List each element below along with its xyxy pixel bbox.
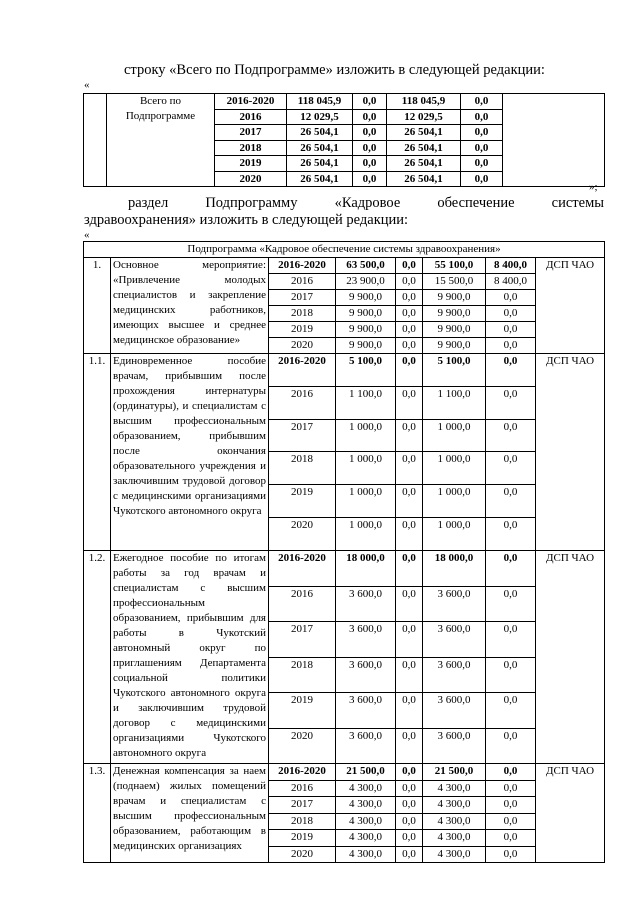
measure-year-cell: 2016 <box>269 274 336 290</box>
open-quote-1: « <box>84 79 90 91</box>
total-reg-cell: 26 504,1 <box>387 140 461 156</box>
measure-reg-cell: 1 100,0 <box>423 386 486 419</box>
measure-total-cell: 4 300,0 <box>336 830 396 847</box>
measure-fed-cell: 0,0 <box>396 274 423 290</box>
measure-total-cell: 4 300,0 <box>336 846 396 863</box>
total-total-cell: 26 504,1 <box>287 171 353 187</box>
measure-reg-cell: 15 500,0 <box>423 274 486 290</box>
measure-reg-cell: 3 600,0 <box>423 622 486 658</box>
measure-year-cell: 2019 <box>269 693 336 729</box>
measure-fed-cell: 0,0 <box>396 657 423 693</box>
total-fed-cell: 0,0 <box>353 94 387 110</box>
measure-year-cell: 2018 <box>269 452 336 485</box>
total-total-cell: 26 504,1 <box>287 156 353 172</box>
measure-total-cell: 1 000,0 <box>336 518 396 551</box>
open-quote-2: « <box>84 229 90 241</box>
measure-total-cell: 21 500,0 <box>336 764 396 781</box>
measure-fed-cell: 0,0 <box>396 518 423 551</box>
measure-year-cell: 2016-2020 <box>269 258 336 274</box>
measure-reg-cell: 3 600,0 <box>423 586 486 622</box>
measure-reg-cell: 3 600,0 <box>423 657 486 693</box>
measure-description <box>111 258 269 354</box>
measure-other-cell: 0,0 <box>486 306 536 322</box>
measure-description-text: Ежегодное пособие по итогам работы за год врачам и специалистам с высшим профессиональным образованием, прибывшим для работы в Чукотский автономный округ по приглашениям Департамента социальной политики Чукотского автономного округа и заключившим трудовой договор с медицинскими организациями Чукотского автономного округа <box>113 552 266 759</box>
total-reg-cell: 26 504,1 <box>387 171 461 187</box>
measure-fed-cell: 0,0 <box>396 813 423 830</box>
measure-fed-cell: 0,0 <box>396 306 423 322</box>
measure-fed-cell: 0,0 <box>396 338 423 354</box>
measure-reg-cell: 5 100,0 <box>423 354 486 387</box>
total-fed-cell: 0,0 <box>353 125 387 141</box>
section-word: Подпрограмму <box>205 195 298 211</box>
main-table <box>83 241 605 863</box>
intro-line: строку «Всего по Подпрограмме» изложить в следующей редакции: <box>124 62 545 78</box>
measure-other-cell: 0,0 <box>486 846 536 863</box>
measure-year-cell: 2019 <box>269 322 336 338</box>
measure-reg-cell: 9 900,0 <box>423 338 486 354</box>
measure-executor: ДСП ЧАО <box>536 551 605 764</box>
measure-fed-cell: 0,0 <box>396 586 423 622</box>
total-total-cell: 118 045,9 <box>287 94 353 110</box>
section-word: системы <box>551 195 604 211</box>
measure-other-cell: 0,0 <box>486 485 536 518</box>
measure-year-cell: 2017 <box>269 622 336 658</box>
measure-year-cell: 2016-2020 <box>269 354 336 387</box>
measure-total-cell: 18 000,0 <box>336 551 396 587</box>
measure-total-cell: 9 900,0 <box>336 306 396 322</box>
total-year-cell: 2016-2020 <box>215 94 287 110</box>
measure-total-cell: 1 000,0 <box>336 452 396 485</box>
total-year-cell: 2017 <box>215 125 287 141</box>
total-other-cell: 0,0 <box>461 140 503 156</box>
measure-fed-cell: 0,0 <box>396 551 423 587</box>
total-total-cell: 12 029,5 <box>287 109 353 125</box>
section-word: «Кадровое <box>334 195 401 211</box>
total-other-cell: 0,0 <box>461 125 503 141</box>
measure-total-cell: 23 900,0 <box>336 274 396 290</box>
measure-other-cell: 0,0 <box>486 586 536 622</box>
measure-reg-cell: 4 300,0 <box>423 780 486 797</box>
measure-other-cell: 0,0 <box>486 386 536 419</box>
measure-reg-cell: 9 900,0 <box>423 306 486 322</box>
total-other-cell: 0,0 <box>461 109 503 125</box>
measure-fed-cell: 0,0 <box>396 258 423 274</box>
measure-total-cell: 3 600,0 <box>336 693 396 729</box>
measure-year-cell: 2016 <box>269 780 336 797</box>
total-row <box>84 94 605 110</box>
measure-reg-cell: 1 000,0 <box>423 518 486 551</box>
measure-reg-cell: 4 300,0 <box>423 813 486 830</box>
measure-executor: ДСП ЧАО <box>536 764 605 863</box>
measure-year-cell: 2020 <box>269 728 336 764</box>
measure-other-cell: 0,0 <box>486 354 536 387</box>
total-fed-cell: 0,0 <box>353 156 387 172</box>
section-line1 <box>128 195 604 212</box>
measure-total-cell: 1 100,0 <box>336 386 396 419</box>
measure-other-cell: 0,0 <box>486 622 536 658</box>
measure-total-cell: 63 500,0 <box>336 258 396 274</box>
measure-fed-cell: 0,0 <box>396 322 423 338</box>
measure-other-cell: 0,0 <box>486 728 536 764</box>
measure-reg-cell: 4 300,0 <box>423 830 486 847</box>
total-total-cell: 26 504,1 <box>287 125 353 141</box>
close-quote-1: »; <box>589 181 598 193</box>
total-year-cell: 2018 <box>215 140 287 156</box>
measure-year-cell: 2016 <box>269 386 336 419</box>
main-table-header-row <box>84 242 605 258</box>
measure-total-cell: 3 600,0 <box>336 622 396 658</box>
measure-fed-cell: 0,0 <box>396 354 423 387</box>
measure-reg-cell: 55 100,0 <box>423 258 486 274</box>
total-fed-cell: 0,0 <box>353 171 387 187</box>
measure-fed-cell: 0,0 <box>396 485 423 518</box>
total-year-cell: 2016 <box>215 109 287 125</box>
measure-description <box>111 551 269 764</box>
measure-total-cell: 3 600,0 <box>336 586 396 622</box>
measure-fed-cell: 0,0 <box>396 797 423 814</box>
measure-other-cell: 0,0 <box>486 419 536 452</box>
total-fed-cell: 0,0 <box>353 109 387 125</box>
measure-other-cell: 0,0 <box>486 338 536 354</box>
measure-total-cell: 9 900,0 <box>336 290 396 306</box>
measure-total-cell: 4 300,0 <box>336 813 396 830</box>
measure-year-cell: 2019 <box>269 830 336 847</box>
measure-total-cell: 3 600,0 <box>336 728 396 764</box>
total-num-cell <box>84 94 107 187</box>
measure-other-cell: 0,0 <box>486 830 536 847</box>
total-reg-cell: 118 045,9 <box>387 94 461 110</box>
measure-fed-cell: 0,0 <box>396 780 423 797</box>
measure-description-text: Единовременное пособие врачам, прибывшим после прохождения интернатуры (ординатуры), и специалистам с высшим профессиональным образованием, прибывшим после окончания образовательного учреждения и заключившим трудовой договор с медицинскими организациями Чукотского автономного округа <box>113 355 266 517</box>
total-other-cell: 0,0 <box>461 94 503 110</box>
measure-row <box>84 551 605 587</box>
measure-year-cell: 2016-2020 <box>269 764 336 781</box>
measure-total-cell: 4 300,0 <box>336 797 396 814</box>
total-reg-cell: 12 029,5 <box>387 109 461 125</box>
measure-year-cell: 2019 <box>269 485 336 518</box>
measure-year-cell: 2020 <box>269 338 336 354</box>
measure-year-cell: 2020 <box>269 518 336 551</box>
measure-description <box>111 764 269 863</box>
total-year-cell: 2020 <box>215 171 287 187</box>
measure-reg-cell: 4 300,0 <box>423 797 486 814</box>
total-reg-cell: 26 504,1 <box>387 156 461 172</box>
measure-description-text: Денежная компенсация за наем (поднаем) жилых помещений врачам и специалистам с высшим профессиональным образованием, работающим в медицинских организациях <box>113 765 266 852</box>
measure-reg-cell: 1 000,0 <box>423 485 486 518</box>
total-fed-cell: 0,0 <box>353 140 387 156</box>
measure-other-cell: 0,0 <box>486 693 536 729</box>
measure-other-cell: 0,0 <box>486 764 536 781</box>
section-word: обеспечение <box>437 195 515 211</box>
measure-reg-cell: 9 900,0 <box>423 322 486 338</box>
total-year-cell: 2019 <box>215 156 287 172</box>
measure-other-cell: 0,0 <box>486 551 536 587</box>
measure-description <box>111 354 269 551</box>
measure-reg-cell: 18 000,0 <box>423 551 486 587</box>
measure-year-cell: 2020 <box>269 846 336 863</box>
measure-row <box>84 354 605 387</box>
section-word: раздел <box>128 195 169 211</box>
measure-total-cell: 3 600,0 <box>336 657 396 693</box>
section-line2: здравоохранения» изложить в следующей редакции: <box>84 212 409 228</box>
measure-total-cell: 1 000,0 <box>336 485 396 518</box>
measure-other-cell: 0,0 <box>486 322 536 338</box>
total-total-cell: 26 504,1 <box>287 140 353 156</box>
total-other-cell: 0,0 <box>461 171 503 187</box>
total-exec-cell <box>503 94 605 187</box>
measure-fed-cell: 0,0 <box>396 830 423 847</box>
measure-fed-cell: 0,0 <box>396 452 423 485</box>
measure-fed-cell: 0,0 <box>396 290 423 306</box>
measure-reg-cell: 4 300,0 <box>423 846 486 863</box>
measure-reg-cell: 21 500,0 <box>423 764 486 781</box>
total-label: Всего по Подпрограмме <box>107 94 215 187</box>
measure-other-cell: 0,0 <box>486 813 536 830</box>
measure-reg-cell: 3 600,0 <box>423 728 486 764</box>
measure-year-cell: 2018 <box>269 306 336 322</box>
measure-number: 1.3. <box>84 764 111 863</box>
measure-other-cell: 0,0 <box>486 780 536 797</box>
subprogram-title: Подпрограмма «Кадровое обеспечение системы здравоохранения» <box>84 242 605 258</box>
measure-year-cell: 2018 <box>269 657 336 693</box>
measure-fed-cell: 0,0 <box>396 622 423 658</box>
measure-reg-cell: 1 000,0 <box>423 419 486 452</box>
measure-other-cell: 0,0 <box>486 797 536 814</box>
measure-reg-cell: 1 000,0 <box>423 452 486 485</box>
measure-reg-cell: 9 900,0 <box>423 290 486 306</box>
measure-reg-cell: 3 600,0 <box>423 693 486 729</box>
measure-fed-cell: 0,0 <box>396 846 423 863</box>
measure-row <box>84 764 605 781</box>
measure-row <box>84 258 605 274</box>
measure-executor: ДСП ЧАО <box>536 258 605 354</box>
measure-year-cell: 2017 <box>269 797 336 814</box>
measure-fed-cell: 0,0 <box>396 419 423 452</box>
measure-year-cell: 2017 <box>269 290 336 306</box>
measure-number: 1.1. <box>84 354 111 551</box>
measure-other-cell: 0,0 <box>486 452 536 485</box>
measure-year-cell: 2018 <box>269 813 336 830</box>
measure-year-cell: 2017 <box>269 419 336 452</box>
measure-total-cell: 5 100,0 <box>336 354 396 387</box>
measure-other-cell: 0,0 <box>486 290 536 306</box>
total-table <box>83 93 605 187</box>
measure-total-cell: 9 900,0 <box>336 338 396 354</box>
measure-fed-cell: 0,0 <box>396 693 423 729</box>
measure-total-cell: 1 000,0 <box>336 419 396 452</box>
measure-year-cell: 2016 <box>269 586 336 622</box>
measure-number: 1.2. <box>84 551 111 764</box>
total-reg-cell: 26 504,1 <box>387 125 461 141</box>
total-other-cell: 0,0 <box>461 156 503 172</box>
measure-total-cell: 4 300,0 <box>336 780 396 797</box>
measure-other-cell: 0,0 <box>486 657 536 693</box>
measure-other-cell: 8 400,0 <box>486 258 536 274</box>
measure-fed-cell: 0,0 <box>396 764 423 781</box>
measure-total-cell: 9 900,0 <box>336 322 396 338</box>
measure-year-cell: 2016-2020 <box>269 551 336 587</box>
measure-description-text: Основное мероприятие: «Привлечение молодых специалистов и закрепление медицинских работников, имеющих высшее и среднее медицинское образование» <box>113 259 266 346</box>
measure-fed-cell: 0,0 <box>396 728 423 764</box>
measure-executor: ДСП ЧАО <box>536 354 605 551</box>
measure-fed-cell: 0,0 <box>396 386 423 419</box>
measure-number: 1. <box>84 258 111 354</box>
measure-other-cell: 8 400,0 <box>486 274 536 290</box>
measure-other-cell: 0,0 <box>486 518 536 551</box>
